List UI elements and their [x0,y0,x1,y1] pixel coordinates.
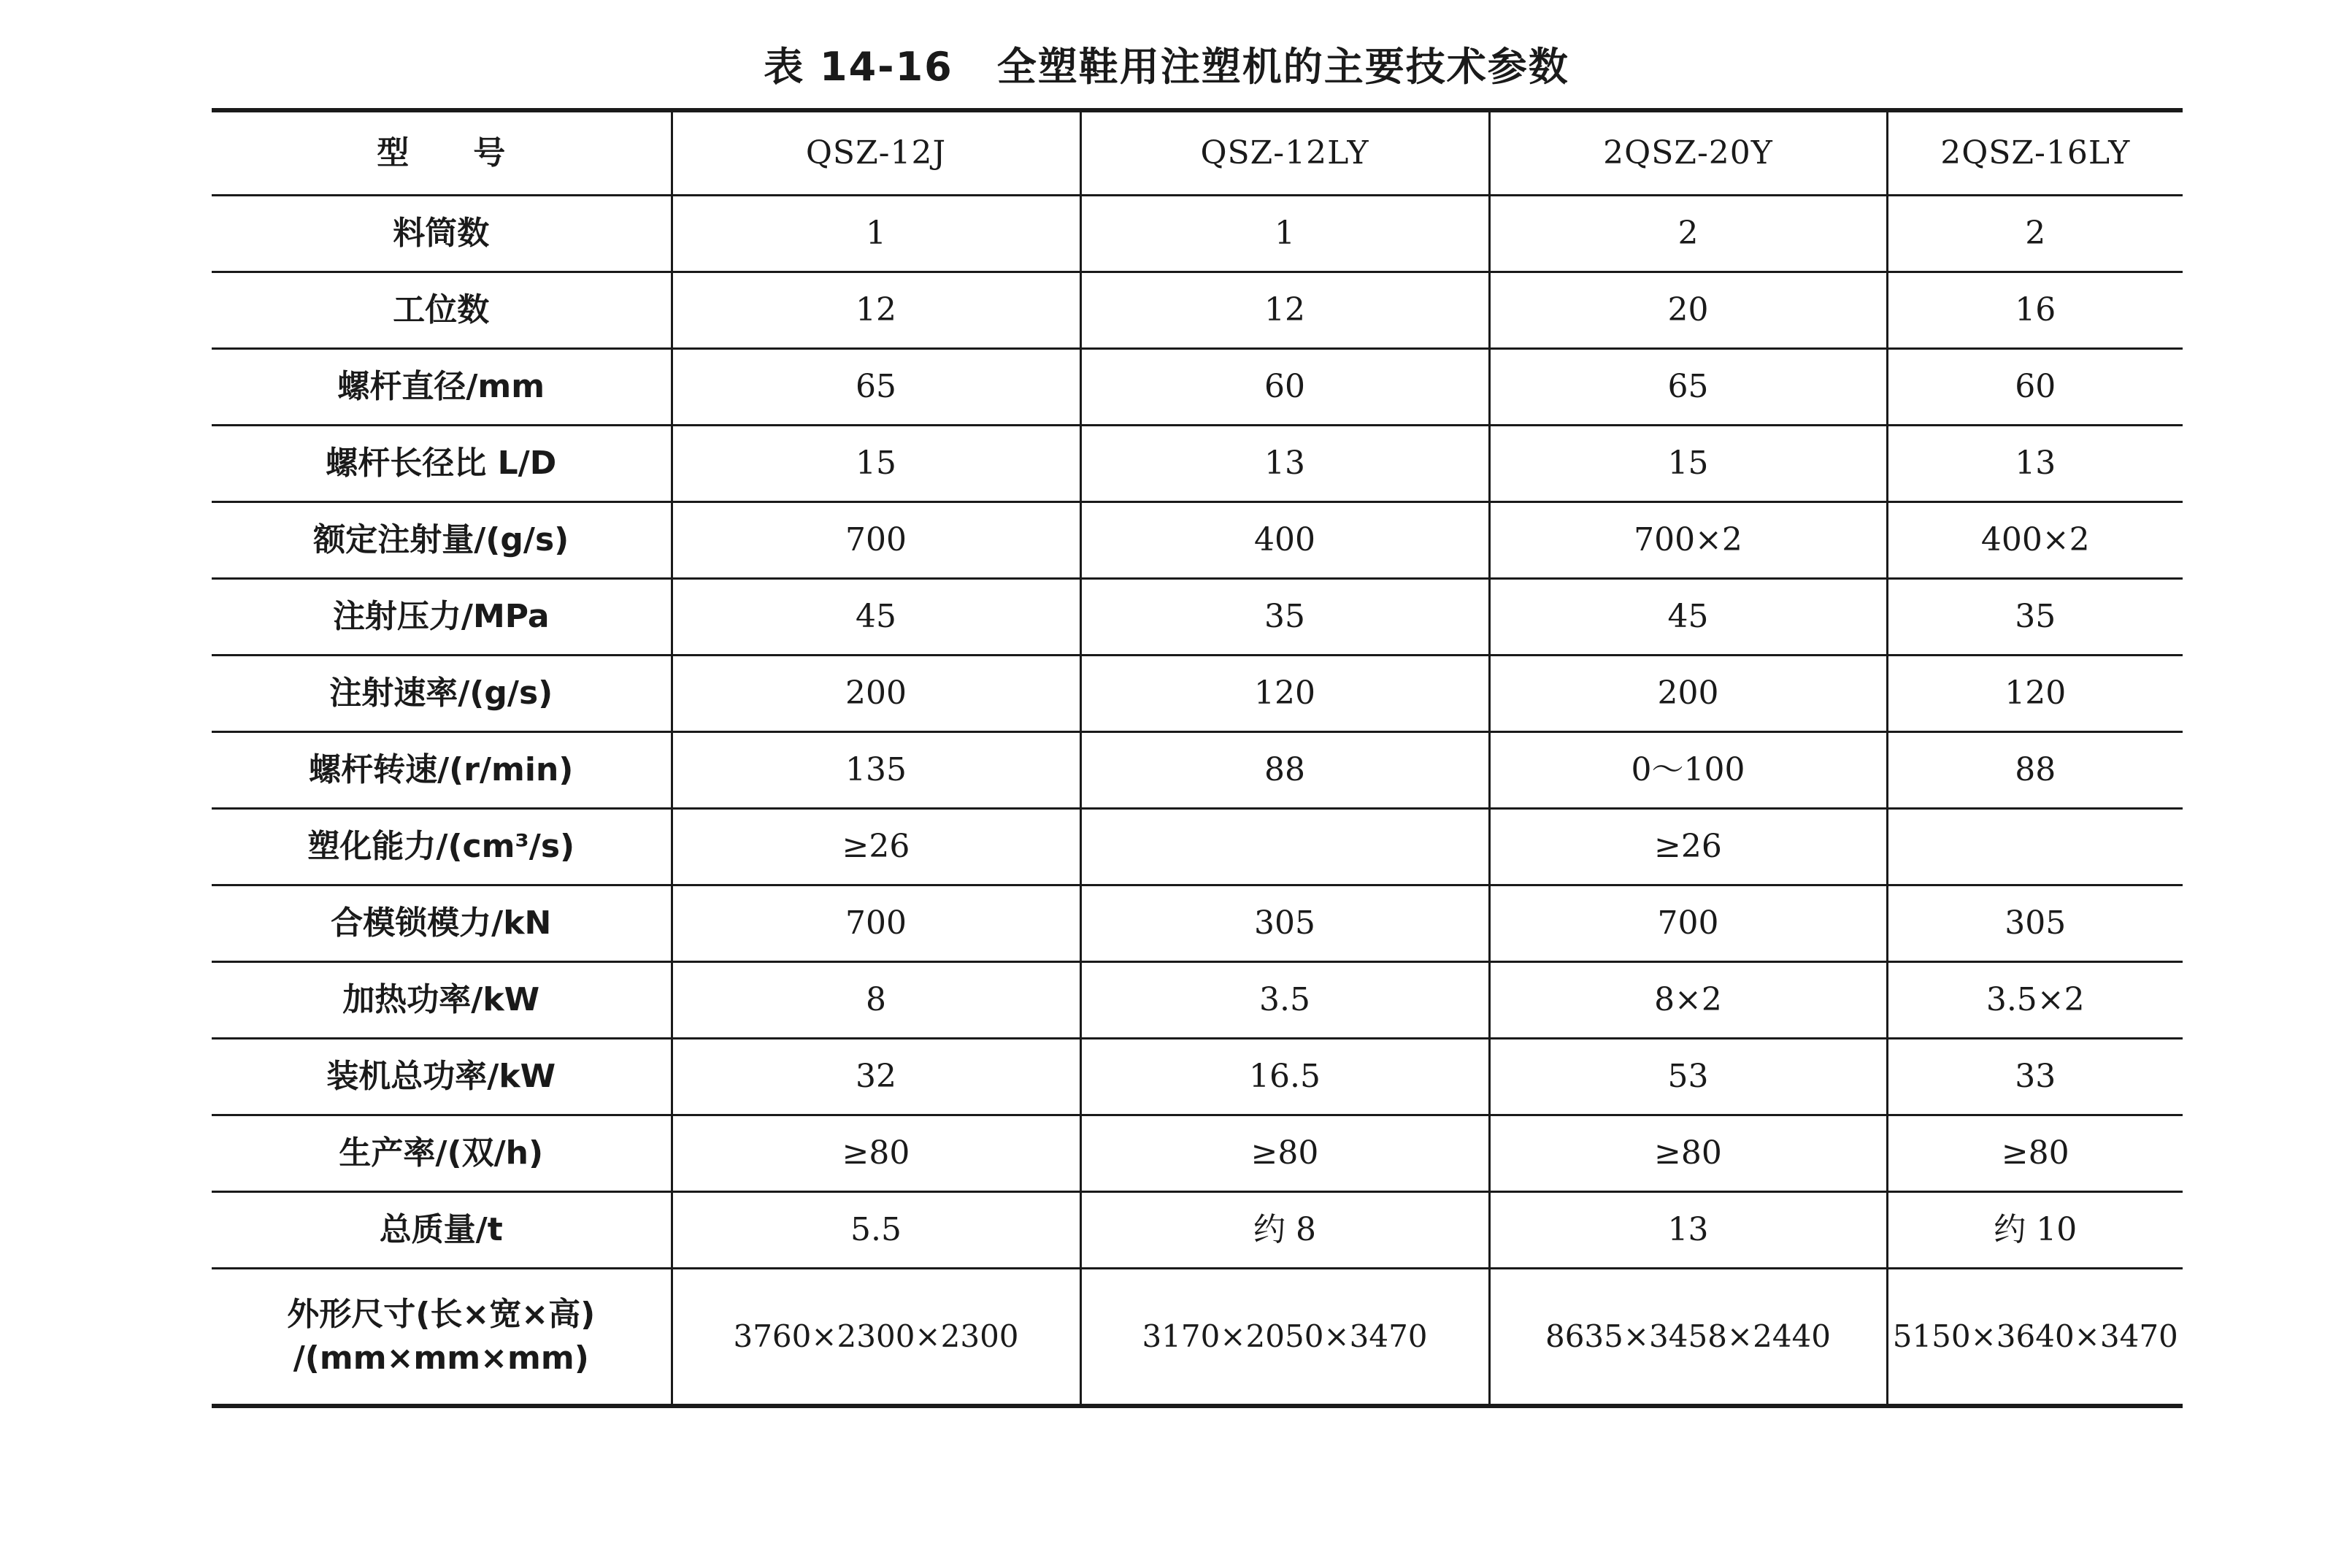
table-cell: 32 [672,1039,1080,1115]
table-cell: 约 8 [1080,1192,1489,1269]
model-header: 2QSZ-16LY [1887,110,2183,196]
table-cell: 700 [672,502,1080,579]
row-label: 总质量/t [212,1192,672,1269]
table-cell: 45 [672,579,1080,656]
table-row [212,349,2183,426]
table-cell: 12 [1080,272,1489,349]
table-cell: 305 [1080,885,1489,962]
table-cell: 305 [1887,885,2183,962]
table-cell: 3170×2050×3470 [1080,1269,1489,1407]
row-label: 料筒数 [212,196,672,272]
table-cell: 45 [1489,579,1887,656]
table-title [0,35,2333,99]
table-row [212,272,2183,349]
row-label: 注射速率/(g/s) [212,656,672,732]
table-cell: 2 [1887,196,2183,272]
table-cell: 700 [1489,885,1887,962]
table-row [212,656,2183,732]
table-cell: 约 10 [1887,1192,2183,1269]
table-cell: 200 [1489,656,1887,732]
table-row [212,732,2183,809]
table-cell: 400 [1080,502,1489,579]
table-cell: 3.5 [1080,962,1489,1039]
table-cell: ≥26 [1489,809,1887,885]
table-cell: 60 [1887,349,2183,426]
table-row [212,196,2183,272]
row-label: 塑化能力/(cm³/s) [212,809,672,885]
table-row [212,426,2183,502]
table-cell: 700 [672,885,1080,962]
table-row [212,1039,2183,1115]
table-cell: 13 [1080,426,1489,502]
row-label: 额定注射量/(g/s) [212,502,672,579]
table-cell: 120 [1080,656,1489,732]
table-cell: 35 [1080,579,1489,656]
table-cell: ≥80 [672,1115,1080,1192]
table-cell: 88 [1887,732,2183,809]
table-cell: 88 [1080,732,1489,809]
table-cell: 1 [1080,196,1489,272]
table-cell: ≥26 [672,809,1080,885]
table-cell: 2 [1489,196,1887,272]
table-cell: ≥80 [1489,1115,1887,1192]
table-number: 表 14-16 [764,44,953,90]
table-cell: 13 [1887,426,2183,502]
table-cell: 8635×3458×2440 [1489,1269,1887,1407]
table-row [212,809,2183,885]
row-label [212,1269,672,1407]
row-label: 螺杆转速/(r/min) [212,732,672,809]
row-label: 合模锁模力/kN [212,885,672,962]
table-cell: 3760×2300×2300 [672,1269,1080,1407]
table-cell: ≥80 [1080,1115,1489,1192]
row-label: 螺杆长径比 L/D [212,426,672,502]
table-row [212,1192,2183,1269]
table-cell: 400×2 [1887,502,2183,579]
row-label: 生产率/(双/h) [212,1115,672,1192]
table-cell: 16.5 [1080,1039,1489,1115]
table-caption: 全塑鞋用注塑机的主要技术参数 [996,44,1569,90]
table-cell: 135 [672,732,1080,809]
table-cell: 53 [1489,1039,1887,1115]
table-row [212,885,2183,962]
table-cell: 5150×3640×3470 [1887,1269,2183,1407]
table-row [212,962,2183,1039]
row-label-line: 外形尺寸(长×宽×高) [287,1296,596,1333]
table-cell: 8×2 [1489,962,1887,1039]
model-header: QSZ-12J [672,110,1080,196]
table-header-row [212,110,2183,196]
table-row [212,1115,2183,1192]
row-label-line: /(mm×mm×mm) [293,1340,589,1377]
row-label: 装机总功率/kW [212,1039,672,1115]
table-cell: 16 [1887,272,2183,349]
model-header: QSZ-12LY [1080,110,1489,196]
row-label: 工位数 [212,272,672,349]
table-cell: 65 [672,349,1080,426]
table-cell: 15 [1489,426,1887,502]
table-cell: 60 [1080,349,1489,426]
model-header: 2QSZ-20Y [1489,110,1887,196]
table-cell: 200 [672,656,1080,732]
row-label: 螺杆直径/mm [212,349,672,426]
header-label: 型 号 [212,110,672,196]
table-cell: 700×2 [1489,502,1887,579]
table-row [212,502,2183,579]
table-cell: 1 [672,196,1080,272]
table-row-dimensions [212,1269,2183,1407]
row-label: 注射压力/MPa [212,579,672,656]
table-cell: 12 [672,272,1080,349]
table-row [212,579,2183,656]
table-cell: 0～100 [1489,732,1887,809]
table-cell: 5.5 [672,1192,1080,1269]
spec-table [212,108,2183,1408]
table-cell: 15 [672,426,1080,502]
table-cell: 13 [1489,1192,1887,1269]
table-cell: 8 [672,962,1080,1039]
table-cell: 33 [1887,1039,2183,1115]
row-label: 加热功率/kW [212,962,672,1039]
table-cell: 20 [1489,272,1887,349]
table-cell: ≥80 [1887,1115,2183,1192]
table-cell: 35 [1887,579,2183,656]
table-cell: 120 [1887,656,2183,732]
table-cell: 65 [1489,349,1887,426]
table-cell [1080,809,1489,885]
table-cell [1887,809,2183,885]
table-cell: 3.5×2 [1887,962,2183,1039]
